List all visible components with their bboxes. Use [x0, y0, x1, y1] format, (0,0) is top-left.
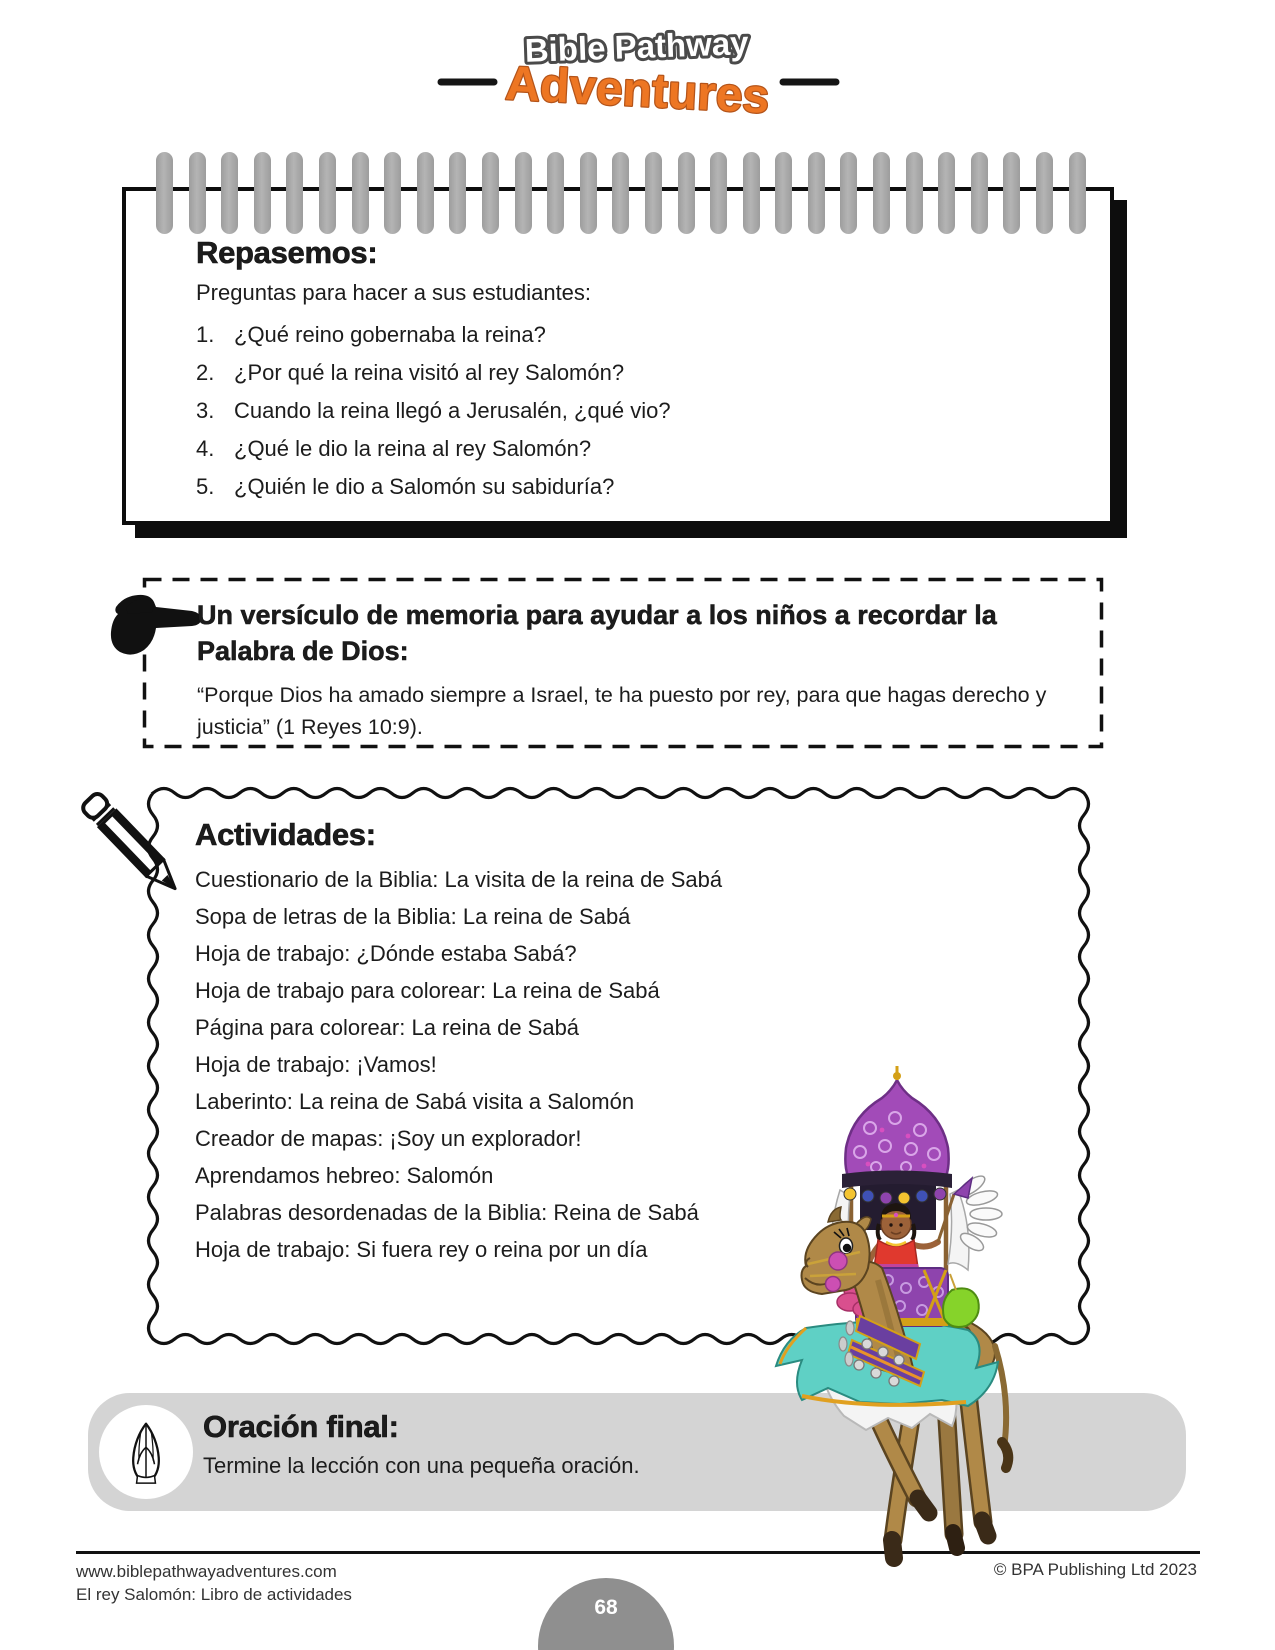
footer-copyright: © BPA Publishing Ltd 2023: [993, 1560, 1197, 1579]
brand-logo: [377, 18, 897, 124]
footer-divider: [76, 1551, 1200, 1554]
activity-item: Aprendamos hebreo: Salomón: [195, 1163, 494, 1188]
page-number-badge: [538, 1578, 674, 1650]
activity-item: Hoja de trabajo: ¿Dónde estaba Sabá?: [195, 941, 577, 966]
logo-line1: Bible Pathway: [524, 24, 750, 69]
activity-item: Laberinto: La reina de Sabá visita a Salomón: [195, 1089, 635, 1114]
queen-of-sheba-camel-illustration: [710, 1028, 1020, 1603]
footer-book-title: El rey Salomón: Libro de actividades: [76, 1585, 352, 1604]
spiral-binding: [156, 152, 1086, 234]
memory-verse-box: [142, 577, 1104, 749]
prayer-icon-circle: [99, 1405, 193, 1499]
page-number: 68: [594, 1596, 618, 1619]
review-box: [122, 187, 1114, 525]
activity-item: Cuestionario de la Biblia: La visita de la reina de Sabá: [195, 867, 723, 892]
prayer-text: Termine la lección con una pequeña oración.: [203, 1453, 640, 1478]
review-subtitle: Preguntas para hacer a sus estudiantes:: [196, 280, 592, 305]
memory-verse-heading: Un versículo de memoria para ayudar a los niños a recordar la Palabra de Dios:: [197, 600, 997, 666]
review-question: ¿Por qué la reina visitó al rey Salomón?: [234, 360, 625, 385]
review-question: Cuando la reina llegó a Jerusalén, ¿qué vio?: [234, 398, 671, 423]
memory-verse-text: “Porque Dios ha amado siempre a Israel, te ha puesto por rey, para que hagas derecho y justicia” (1 Reyes 10:9).: [197, 683, 1047, 739]
praying-hands-icon: [117, 1419, 175, 1485]
activity-item: Hoja de trabajo: ¡Vamos!: [195, 1052, 437, 1077]
review-question: ¿Qué reino gobernaba la reina?: [234, 322, 546, 347]
review-question: ¿Qué le dio la reina al rey Salomón?: [234, 436, 592, 461]
logo-line2: Adventures: [504, 57, 771, 124]
activity-item: Palabras desordenadas de la Biblia: Reina de Sabá: [195, 1200, 699, 1225]
footer-website: www.biblepathwayadventures.com: [76, 1562, 337, 1581]
review-question-list: [196, 320, 1070, 501]
camel-head: [802, 1207, 872, 1294]
activity-item: Hoja de trabajo: Si fuera rey o reina por un día: [195, 1237, 648, 1262]
review-title: Repasemos:: [196, 235, 378, 270]
activity-item: Sopa de letras de la Biblia: La reina de Sabá: [195, 904, 631, 929]
prayer-title: Oración final:: [203, 1409, 399, 1444]
activity-item: Página para colorear: La reina de Sabá: [195, 1015, 580, 1040]
activity-item: Creador de mapas: ¡Soy un explorador!: [195, 1126, 582, 1151]
pointing-hand-icon: [104, 590, 209, 662]
review-question: ¿Quién le dio a Salomón su sabiduría?: [234, 474, 615, 499]
activities-title: Actividades:: [195, 817, 376, 852]
closing-prayer-box: [88, 1393, 1186, 1511]
activity-item: Hoja de trabajo para colorear: La reina de Sabá: [195, 978, 660, 1003]
